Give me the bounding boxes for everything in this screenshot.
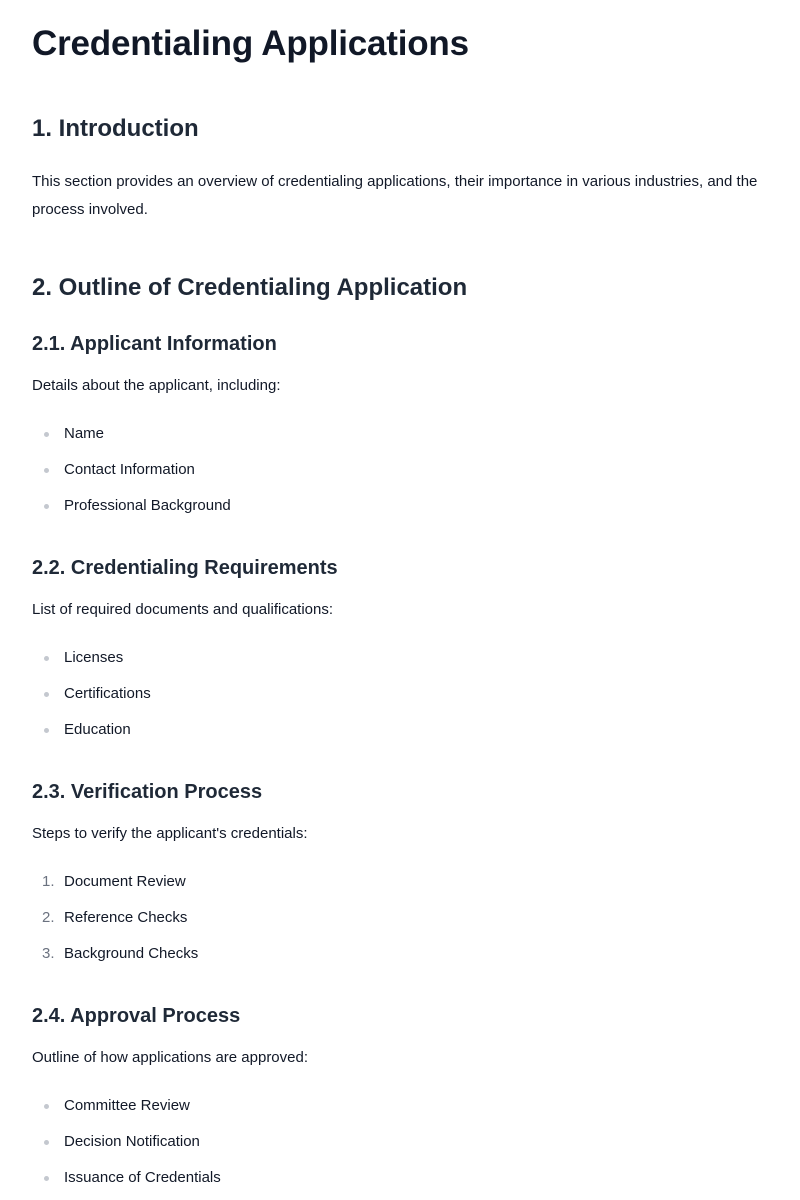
list-item: Decision Notification (32, 1124, 221, 1160)
bullet-dot-icon (44, 432, 49, 437)
verification-process-list (32, 864, 198, 972)
list-item: 2. Reference Checks (32, 900, 198, 936)
credentialing-requirements-intro: List of required documents and qualifications: (32, 601, 334, 618)
list-item: Licenses (32, 640, 151, 676)
bullet-dot-icon (44, 1140, 49, 1145)
list-item: Contact Information (32, 452, 231, 488)
list-item: Name (32, 416, 231, 452)
applicant-information-intro: Details about the applicant, including: (32, 377, 281, 394)
list-number: 3. (42, 945, 55, 962)
bullet-dot-icon (44, 692, 49, 697)
list-item: Certifications (32, 676, 151, 712)
verification-process-intro: Steps to verify the applicant's credentials: (32, 825, 308, 842)
bullet-dot-icon (44, 728, 49, 733)
applicant-information-list (32, 416, 231, 524)
subsection-applicant-information-heading: 2.1. Applicant Information (32, 333, 277, 355)
approval-process-intro: Outline of how applications are approved: (32, 1049, 309, 1066)
section-introduction-heading: 1. Introduction (32, 115, 199, 142)
bullet-dot-icon (44, 504, 49, 509)
credentialing-requirements-list (32, 640, 151, 748)
list-item: 3. Background Checks (32, 936, 198, 972)
list-item: Committee Review (32, 1088, 221, 1124)
list-number: 2. (42, 909, 55, 926)
subsection-credentialing-requirements-heading: 2.2. Credentialing Requirements (32, 557, 338, 579)
list-number: 1. (42, 873, 55, 890)
bullet-dot-icon (44, 1176, 49, 1181)
subsection-verification-process-heading: 2.3. Verification Process (32, 781, 263, 803)
subsection-approval-process-heading: 2.4. Approval Process (32, 1005, 241, 1027)
list-item: Education (32, 712, 151, 748)
approval-process-list (32, 1088, 221, 1196)
list-item: Professional Background (32, 488, 231, 524)
section-outline-heading: 2. Outline of Credentialing Application (32, 274, 468, 301)
bullet-dot-icon (44, 656, 49, 661)
introduction-paragraph: This section provides an overview of credentialing applications, their importance in various industries, and the process involved. (32, 173, 758, 218)
document-title: Credentialing Applications (32, 24, 469, 63)
bullet-dot-icon (44, 468, 49, 473)
list-item: 1. Document Review (32, 864, 198, 900)
list-item: Issuance of Credentials (32, 1160, 221, 1196)
bullet-dot-icon (44, 1104, 49, 1109)
